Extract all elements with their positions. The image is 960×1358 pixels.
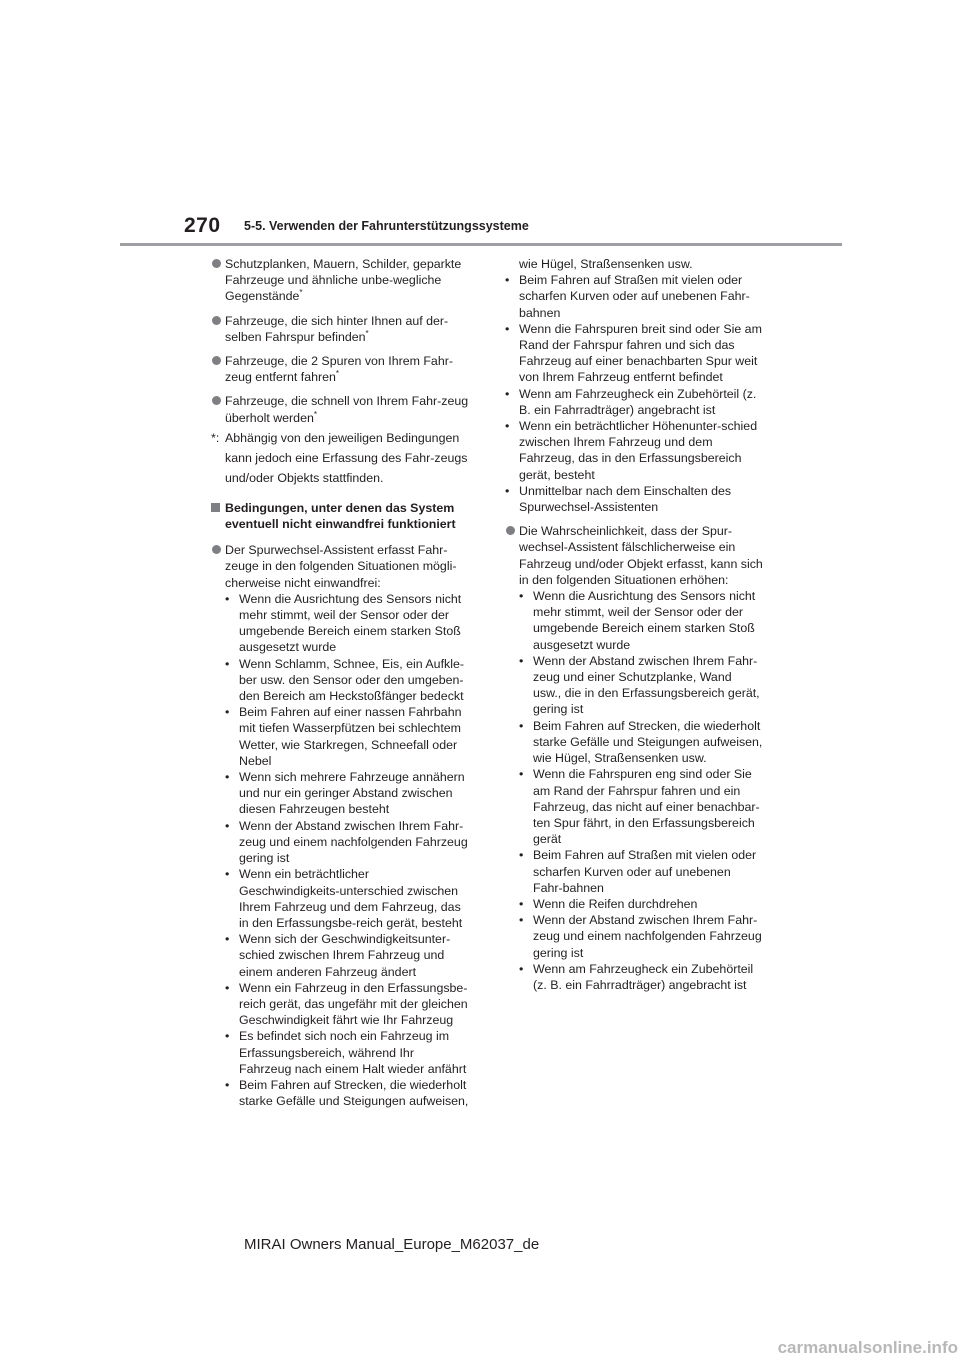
list-item: Der Spurwechsel-Assistent erfasst Fahr-zeuge in den folgenden Situationen mögli-cherweise nicht einwandfrei: • Wenn die Ausrichtung des Sensors nicht mehr stimmt, weil der Sensor oder der umgebende Bereich einem starken Stoß ausgesetzt wurde • Wenn Schlamm, Schnee, Eis, ein Aufkle-ber usw. den Sensor oder den umgeben-den Bereich am Heckstoßfänger bedeckt • Beim Fahren auf einer nassen Fahrbahn mit tiefen Wasserpfützen bei schlechtem Wetter, wie Starkregen, Schneefall oder Nebel • Wenn sich mehrere Fahrzeuge annähern und nur ein geringer Abstand zwischen diesen Fahrzeugen besteht • Wenn der Abstand zwischen Ihrem Fahr-zeug und einem nachfolgenden Fahrzeug gering ist • Wenn ein beträchtlicher Geschwindigkeits-unterschied zwischen Ihrem Fahrzeug und dem Fahrzeug, das in den Erfassungsbe-reich gerät, besteht • Wenn sich der Geschwindigkeitsunter-schied zwischen Ihrem Fahrzeug und einem anderen Fahrzeug ändert • Wenn ein Fahrzeug in den Erfassungsbe-reich gerät, das ungefähr mit der gleichen Geschwindigkeit fährt wie Ihr Fahrzeug • Es befindet sich noch ein Fahrzeug im Erfassungsbereich, während Ihr Fahrzeug nach einem Halt wieder anfährt • Beim Fahren auf Strecken, die wiederholt starke Gefälle und Steigungen aufweisen,	[211, 542, 469, 1109]
list-item: • Wenn der Abstand zwischen Ihrem Fahr-zeug und einem nachfolgenden Fahrzeug gering ist	[225, 818, 468, 866]
list-item: Schutzplanken, Mauern, Schilder, geparkte Fahrzeuge und ähnliche unbe-wegliche Gegenstände*	[211, 256, 469, 305]
section-title: 5-5. Verwenden der Fahrunterstützungssysteme	[244, 219, 529, 233]
section-heading: Bedingungen, unter denen das System eventuell nicht einwandfrei funktioniert	[211, 500, 469, 532]
left-column	[211, 256, 469, 1117]
list-item: • Wenn der Abstand zwischen Ihrem Fahr-zeug und einem nachfolgenden Fahrzeug gering ist	[519, 913, 762, 960]
false-detection-list	[519, 588, 763, 993]
list-item: • Wenn die Reifen durchdrehen	[519, 896, 698, 911]
circle-bullet-icon	[212, 316, 221, 325]
list-item: • Wenn am Fahrzeugheck ein Zubehörteil (z. B. ein Fahrradträger) angebracht ist	[519, 961, 754, 992]
list-item: • Wenn sich mehrere Fahrzeuge annähern und nur ein geringer Abstand zwischen diesen Fahrzeugen besteht	[225, 770, 465, 817]
continuation-text: wie Hügel, Straßensenken usw.	[519, 257, 693, 271]
circle-bullet-icon	[212, 396, 221, 405]
list-item: • Wenn Schlamm, Schnee, Eis, ein Aufkle-ber usw. den Sensor oder den umgeben-den Bereich am Heckstoßfänger bedeckt	[225, 656, 464, 704]
circle-bullet-icon	[212, 545, 221, 554]
list-item: • Wenn am Fahrzeugheck ein Zubehörteil (z. B. ein Fahrradträger) angebracht ist	[505, 386, 757, 417]
footer-text: MIRAI Owners Manual_Europe_M62037_de	[244, 1236, 540, 1253]
circle-bullet-icon	[212, 356, 221, 365]
list-item: • Wenn die Ausrichtung des Sensors nicht mehr stimmt, weil der Sensor oder der umgebende Bereich einem starken Stoß ausgesetzt wurde	[519, 589, 756, 652]
header-rule	[120, 243, 842, 246]
list-item: • Wenn ein beträchtlicher Geschwindigkeits-unterschied zwischen Ihrem Fahrzeug und dem Fahrzeug, das in den Erfassungsbe-reich gerät, besteht	[225, 867, 463, 930]
list-item: Fahrzeuge, die sich hinter Ihnen auf der-selben Fahrspur befinden*	[211, 313, 469, 345]
list-item: • Wenn sich der Geschwindigkeitsunter-schied zwischen Ihrem Fahrzeug und einem anderen Fahrzeug ändert	[225, 932, 451, 979]
list-item: • Beim Fahren auf Strecken, die wiederholt starke Gefälle und Steigungen aufweisen, wie Hügel, Straßensenken usw.	[519, 718, 763, 766]
list-item: • Wenn die Ausrichtung des Sensors nicht mehr stimmt, weil der Sensor oder der umgebende Bereich einem starken Stoß ausgesetzt wurde	[225, 591, 462, 655]
list-item: • Beim Fahren auf Strecken, die wiederholt starke Gefälle und Steigungen aufweisen,	[225, 1077, 469, 1109]
list-item: • Beim Fahren auf Straßen mit vielen oder scharfen Kurven oder auf unebenen Fahr-bahnen	[505, 273, 750, 320]
page-number: 270	[184, 214, 221, 237]
list-item: Fahrzeuge, die schnell von Ihrem Fahr-zeug überholt werden*	[211, 393, 469, 425]
circle-bullet-icon	[506, 526, 515, 535]
condition-list	[225, 591, 469, 1110]
list-item: • Wenn die Fahrspuren eng sind oder Sie am Rand der Fahrspur fahren und ein Fahrzeug, das nicht auf einer benachbar-ten Spur fährt, in den Erfassungsbereich gerät	[519, 767, 760, 847]
list-item: • Es befindet sich noch ein Fahrzeug im Erfassungsbereich, während Ihr Fahrzeug nach einem Halt wieder anfährt	[225, 1029, 467, 1076]
list-item: • Wenn der Abstand zwischen Ihrem Fahr-zeug und einer Schutzplanke, Wand usw., die in den Erfassungsbereich gerät, gering ist	[519, 653, 760, 717]
list-item: • Wenn die Fahrspuren breit sind oder Sie am Rand der Fahrspur fahren und sich das Fahrzeug auf einer benachbarten Spur weit von Ihrem Fahrzeug entfernt befindet	[505, 321, 762, 385]
circle-bullet-icon	[212, 259, 221, 268]
list-item: • Wenn ein beträchtlicher Höhenunter-schied zwischen Ihrem Fahrzeug und dem Fahrzeug, das in den Erfassungsbereich gerät, besteht	[505, 419, 758, 482]
footnote: *: Abhängig von den jeweiligen Bedingungen kann jedoch eine Erfassung des Fahr-zeugs und/oder Objekts stattfinden.	[211, 430, 468, 485]
condition-list	[505, 272, 763, 515]
square-bullet-icon	[211, 503, 220, 512]
list-item: • Wenn ein Fahrzeug in den Erfassungsbe-reich gerät, das ungefähr mit der gleichen Geschwindigkeit fährt wie Ihr Fahrzeug	[225, 980, 468, 1028]
list-item: • Unmittelbar nach dem Einschalten des Spurwechsel-Assistenten	[505, 483, 732, 515]
watermark: carmanualsonline.info	[777, 1338, 958, 1357]
list-item: • Beim Fahren auf Straßen mit vielen oder scharfen Kurven oder auf unebenen Fahr-bahnen	[519, 848, 757, 895]
right-column	[505, 256, 763, 1001]
list-item: Fahrzeuge, die 2 Spuren von Ihrem Fahr-zeug entfernt fahren*	[211, 353, 469, 385]
list-item: • Beim Fahren auf einer nassen Fahrbahn mit tiefen Wasserpfützen bei schlechtem Wetter, wie Starkregen, Schneefall oder Nebel	[225, 705, 462, 768]
list-item: Die Wahrscheinlichkeit, dass der Spur-wechsel-Assistent fälschlicherweise ein Fahrzeug und/oder Objekt erfasst, kann sich in den folgenden Situationen erhöhen: • Wenn die Ausrichtung des Sensors nicht mehr stimmt, weil der Sensor oder der umgebende Bereich einem starken Stoß ausgesetzt wurde • Wenn der Abstand zwischen Ihrem Fahr-zeug und einer Schutzplanke, Wand usw., die in den Erfassungsbereich gerät, gering ist • Beim Fahren auf Strecken, die wiederholt starke Gefälle und Steigungen aufweisen, wie Hügel, Straßensenken usw. • Wenn die Fahrspuren eng sind oder Sie am Rand der Fahrspur fahren und ein Fahrzeug, das nicht auf einer benachbar-ten Spur fährt, in den Erfassungsbereich gerät • Beim Fahren auf Straßen mit vielen oder scharfen Kurven oder auf unebenen Fahr-bahnen • Wenn die Reifen durchdrehen • Wenn der Abstand zwischen Ihrem Fahr-zeug und einem nachfolgenden Fahrzeug gering ist • Wenn am Fahrzeugheck ein Zubehörteil (z. B. ein Fahrradträger) angebracht ist	[505, 523, 763, 993]
